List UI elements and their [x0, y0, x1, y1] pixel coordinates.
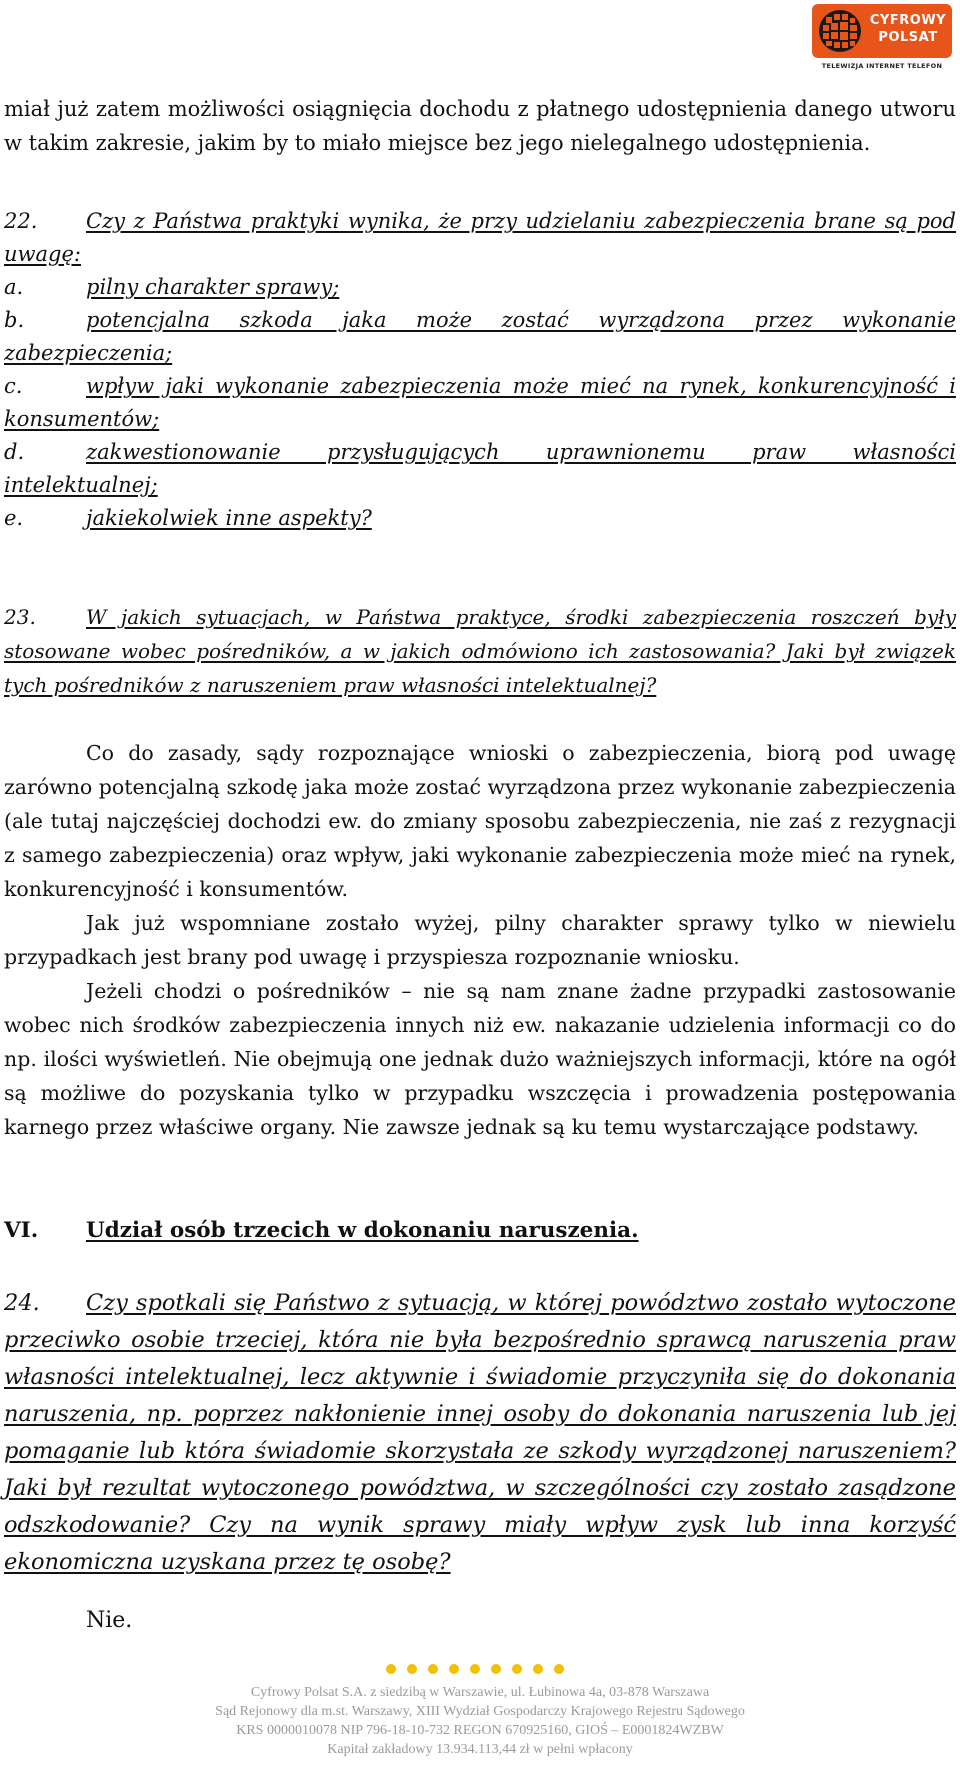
footer-dot: [386, 1664, 396, 1674]
section-vi-number: VI.: [4, 1218, 39, 1243]
answer-23-paragraph-3: Jeżeli chodzi o pośredników – nie są nam znane żadne przypadki zastosowanie wobec nich środków zabezpieczenia innych niż ew. nakazanie udzielenia informacji co do np. ilości wyświetleń. Nie obejmują one jednak dużo ważniejszych informacji, które na ogół są możliwe do pozyskania tylko w przypadku wszczęcia i prowadzenia postępowania karnego przez właściwe organy. Nie zawsze jednak są ku temu wystarczające podstawy.: [4, 979, 956, 1139]
question-24: [4, 1285, 956, 1581]
footer-dots: [386, 1664, 576, 1676]
footer-dot: [491, 1664, 501, 1674]
section-vi-title: Udział osób trzecich w dokonaniu naruszenia.: [86, 1218, 639, 1243]
intro-paragraph-block: [4, 92, 956, 160]
cyfrowy-polsat-logo: [812, 4, 952, 74]
globe-icon: [817, 8, 863, 54]
logo-brand-line1: CYFROWY: [869, 13, 947, 28]
question-23-text: [4, 600, 956, 702]
footer-dot: [407, 1664, 417, 1674]
footer-dot: [449, 1664, 459, 1674]
intro-paragraph: miał już zatem możliwości osiągnięcia dochodu z płatnego udostępnienia danego utworu w takim zakresie, jakim by to miało miejsce bez jego nielegalnego udostępnienia.: [4, 97, 956, 155]
footer-dot: [428, 1664, 438, 1674]
question-22-item-a: a. pilny charakter sprawy;: [4, 275, 340, 299]
logo-brand-line2: POLSAT: [878, 30, 938, 45]
question-22: [4, 205, 956, 535]
footer-dot: [533, 1664, 543, 1674]
section-vi-heading: [4, 1214, 956, 1248]
answer-24: Nie.: [86, 1608, 133, 1633]
question-22-item-b: b. potencjalna szkoda jaka może zostać wyrządzona przez wykonanie zabezpieczenia;: [4, 308, 956, 365]
answer-23-paragraph-2: Jak już wspomniane zostało wyżej, pilny charakter sprawy tylko w niewielu przypadkach jest brany pod uwagę i przyspiesza rozpoznanie wniosku.: [4, 911, 956, 969]
question-22-item-e: e. jakiekolwiek inne aspekty?: [4, 506, 372, 530]
footer-line-court: Sąd Rejonowy dla m.st. Warszawy, XIII Wydział Gospodarczy Krajowego Rejestru Sądowego: [215, 1704, 745, 1719]
question-24-number: 24.: [4, 1290, 40, 1316]
footer-dot: [470, 1664, 480, 1674]
answer-23-paragraph-1: Co do zasady, sądy rozpoznające wnioski o zabezpieczenia, biorą pod uwagę zarówno potencjalną szkodę jaka może zostać wyrządzona przez wykonanie zabezpieczenia (ale tutaj najczęściej dochodzi ew. do zmiany sposobu zabezpieczenia, nie zaś z rezygnacji z samego zabezpieczenia) oraz wpływ, jaki wykonanie zabezpieczenia może mieć na rynek, konkurencyjność i konsumentów.: [4, 741, 956, 901]
footer-dot: [554, 1664, 564, 1674]
footer-line-capital: Kapitał zakładowy 13.934.113,44 zł w pełni wpłacony: [327, 1742, 633, 1757]
question-24-body: Czy spotkali się Państwo z sytuacją, w której powództwo zostało wytoczone przeciwko osobie trzeciej, która nie była bezpośrednio sprawcą naruszenia praw własności intelektualnej, lecz aktywnie i świadomie przyczyniła się do dokonania naruszenia, np. poprzez nakłonienie innej osoby do dokonania naruszenia lub jej pomaganie lub która świadomie skorzystała ze szkody wyrządzonej naruszeniem? Jaki był rezultat wytoczonego powództwa, w szczególności czy zostało zasądzone odszkodowanie? Czy na wynik sprawy miały wpływ zysk lub inna korzyść ekonomiczna uzyskana przez tę osobę?: [4, 1290, 956, 1575]
company-footer: [0, 1683, 960, 1759]
question-23-body: W jakich sytuacjach, w Państwa praktyce, środki zabezpieczenia roszczeń były stosowane wobec pośredników, a w jakich odmówiono ich zastosowania? Jaki był związek tych pośredników z naruszeniem praw własności intelektualnej?: [4, 605, 956, 697]
question-22-item-d: d. zakwestionowanie przysługujących uprawnionemu praw własności intelektualnej;: [4, 440, 956, 497]
footer-line-address: Cyfrowy Polsat S.A. z siedzibą w Warszawie, ul. Łubinowa 4a, 03-878 Warszawa: [250, 1685, 710, 1700]
answer-23: [4, 736, 956, 1144]
question-22-item-c: c. wpływ jaki wykonanie zabezpieczenia może mieć na rynek, konkurencyjność i konsumentów;: [4, 374, 956, 431]
question-22-text: [4, 205, 956, 271]
footer-line-registry: KRS 0000010078 NIP 796-18-10-732 REGON 670925160, GIOŚ – E0001824WZBW: [236, 1723, 724, 1738]
question-22-number: 22.: [4, 209, 38, 233]
logo-badge: [812, 4, 952, 58]
question-23-number: 23.: [4, 605, 36, 629]
question-22-body: Czy z Państwa praktyki wynika, że przy udzielaniu zabezpieczenia brane są pod uwagę:: [4, 209, 956, 266]
logo-tagline: TELEWIZJA INTERNET TELEFON: [821, 62, 943, 70]
question-24-text: [4, 1285, 956, 1581]
question-23: [4, 600, 956, 702]
footer-dot: [512, 1664, 522, 1674]
